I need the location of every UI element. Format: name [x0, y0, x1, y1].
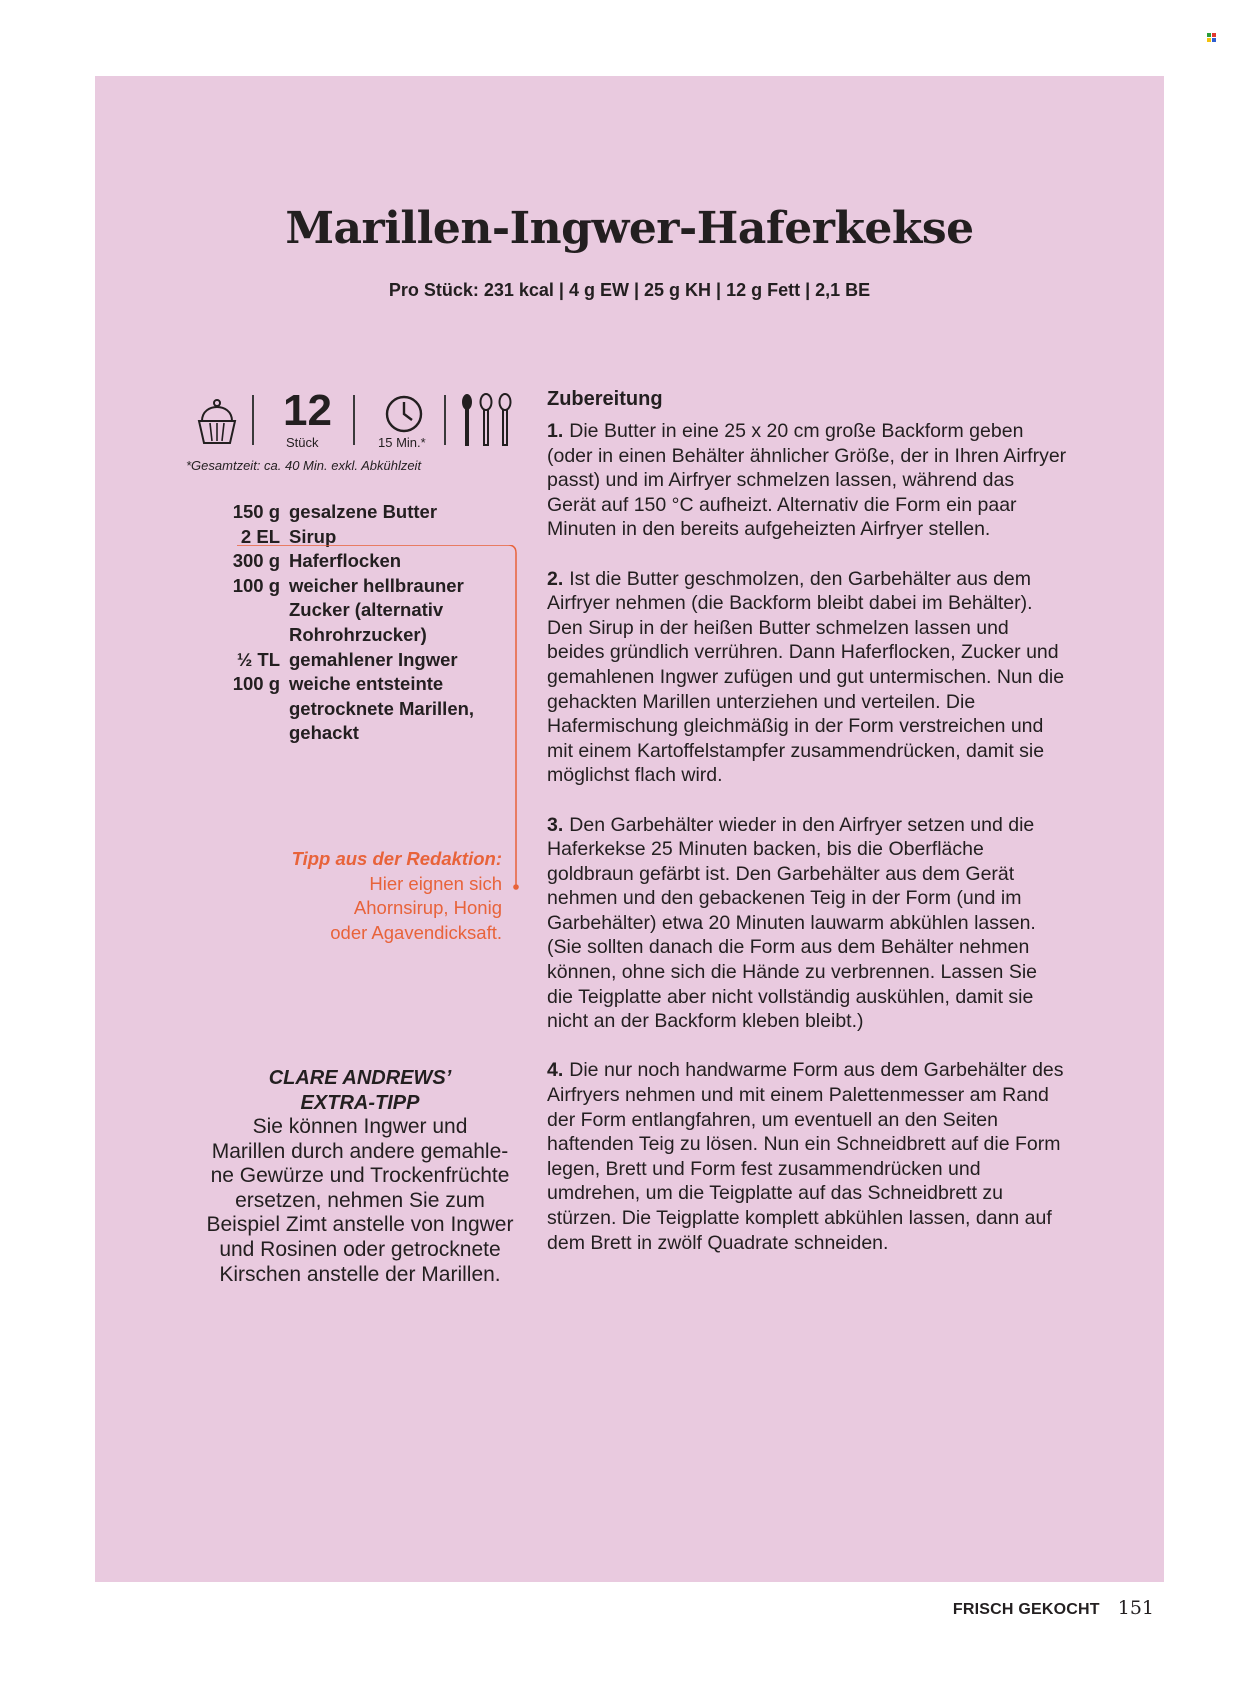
ingredient-name: gemahlener Ingwer: [289, 648, 458, 670]
extra-tip-box: [180, 1066, 540, 1287]
time-label: 15 Min.*: [378, 435, 426, 450]
ingredient-name: Rohrohrzucker): [289, 623, 427, 645]
cutlery-icon: [459, 393, 513, 447]
extra-tip-line: Beispiel Zimt anstelle von Ingwer: [206, 1213, 514, 1237]
ingredient-name: weiche entsteinte: [289, 673, 444, 695]
cupcake-icon: [196, 397, 238, 445]
tip-line: Hier eignen sich: [369, 872, 502, 894]
divider: [444, 395, 446, 445]
ingredient-name: gesalzene Butter: [289, 501, 438, 522]
divider: [252, 395, 254, 445]
ingredient-name: gehackt: [289, 722, 359, 744]
preparation-section: [547, 388, 1067, 1280]
servings-label: Stück: [286, 435, 319, 450]
ingredient-qty: 2 EL: [240, 525, 280, 547]
ingredient-qty: 100 g: [232, 574, 280, 596]
step-number: 3.: [547, 813, 564, 836]
ingredient-name: weicher hellbrauner: [289, 574, 464, 596]
print-registration-mark: [1207, 33, 1217, 43]
step-number: 4.: [547, 1059, 564, 1082]
magazine-name: FRISCH GEKOCHT: [952, 1601, 1100, 1618]
preparation-step: [547, 1058, 1067, 1255]
editor-tip: [260, 847, 502, 945]
step-text: Die nur noch handwarme Form aus dem Garbehälter des Airfryers nehmen und mit einem Palettenmesser am Rand der Form entlangfahren, um eventuell an den Seiten haftenden Teig zu lösen. Nun ein Schneidbrett auf die Form legen, Brett und Form fest zusammendrücken und umdrehen, um die Teigplatte auf das Schneidbrett zu stürzen. Die Teigplatte komplett abkühlen lassen, dann auf dem Brett in zwölf Quadrate schneiden.: [547, 1059, 1064, 1254]
ingredient-row: [196, 500, 536, 525]
nutrition-facts: Pro Stück: 231 kcal | 4 g EW | 25 g KH | 12 g Fett | 2,1 BE: [388, 280, 871, 300]
page-footer: [953, 1597, 1154, 1619]
page-number: 151: [1117, 1597, 1154, 1619]
ingredient-name: Zucker (alternativ: [289, 599, 444, 621]
ingredient-qty: 100 g: [232, 673, 280, 695]
preparation-step: [547, 567, 1067, 788]
step-text: Den Garbehälter wieder in den Airfryer setzen und die Haferkekse 25 Minuten backen, bis die Oberfläche goldbraun gefärbt ist. Den Garbehälter aus dem Gerät nehmen und den gebackenen Teig in der Form (und im Garbehälter) etwa 20 Minuten lauwarm abkühlen lassen. (Sie sollten danach die Form aus dem Behälter nehmen können, ohne sich die Hände zu verbrennen. Lassen Sie die Teigplatte aber nicht vollständig auskühlen, damit sie nicht an der Backform kleben bleibt.): [547, 813, 1038, 1033]
servings-value: 12: [283, 386, 332, 435]
preparation-step: [547, 813, 1067, 1034]
tip-line: oder Agavendicksaft.: [330, 921, 502, 943]
ingredient-name: Sirup: [289, 525, 337, 547]
clock-icon: [384, 394, 424, 434]
extra-tip-line: Kirschen anstelle der Marillen.: [219, 1262, 501, 1286]
tip-line: Ahornsirup, Honig: [353, 897, 502, 919]
tip-connector-line: [237, 545, 522, 895]
step-number: 1.: [547, 420, 564, 442]
extra-tip-line: Marillen durch andere gemahle-: [211, 1139, 509, 1163]
extra-tip-title: EXTRA-TIPP: [300, 1091, 420, 1114]
extra-tip-title: CLARE ANDREWS’: [268, 1067, 452, 1089]
total-time-note: *Gesamtzeit: ca. 40 Min. exkl. Abkühlzeit: [186, 458, 422, 473]
recipe-title: Marillen-Ingwer-Haferkekse: [285, 203, 974, 254]
divider: [353, 395, 355, 445]
extra-tip-line: ersetzen, nehmen Sie zum: [235, 1188, 485, 1212]
extra-tip-line: ne Gewürze und Trockenfrüchte: [210, 1164, 510, 1188]
preparation-step: [547, 419, 1067, 542]
extra-tip-line: und Rosinen oder getrocknete: [219, 1237, 501, 1261]
ingredient-name: Haferflocken: [289, 550, 402, 572]
extra-tip-line: Sie können Ingwer und: [252, 1115, 468, 1138]
tip-title: Tipp aus der Redaktion:: [291, 848, 502, 869]
ingredient-qty: 300 g: [232, 550, 280, 572]
ingredient-qty: ½ TL: [236, 648, 280, 670]
ingredient-name: getrocknete Marillen,: [289, 697, 475, 719]
step-text: Ist die Butter geschmolzen, den Garbehälter aus dem Airfryer nehmen (die Backform bleibt dabei im Behälter). Den Sirup in der heißen Butter schmelzen lassen und beides gründlich verrühren. Dann Haferflocken, Zucker und gemahlenen Ingwer zufügen und gut untermischen. Nun die gehackten Marillen unterziehen und verteilen. Die Hafermischung gleichmäßig in der Form verstreichen und mit einem Kartoffelstampfer zusammendrücken, damit sie möglichst flach wird.: [547, 567, 1065, 787]
step-number: 2.: [547, 567, 564, 590]
ingredient-qty: 150 g: [232, 501, 280, 522]
preparation-title: Zubereitung: [547, 388, 663, 410]
step-text: Die Butter in eine 25 x 20 cm große Backform geben (oder in einen Behälter ähnlicher Größe, der in Ihren Airfryer passt) und im Airfryer schmelzen lassen, während das Gerät auf 150 °C aufheizt. Alternativ die Form ein paar Minuten in den bereits aufgeheizten Airfryer stellen.: [547, 420, 1067, 541]
